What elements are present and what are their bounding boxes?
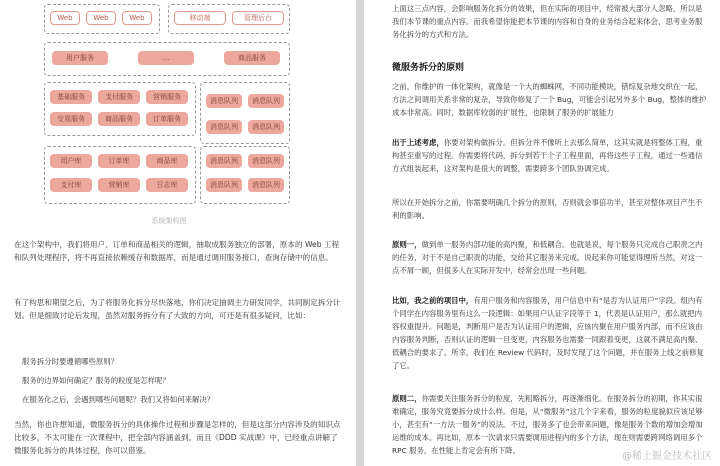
paragraph <box>392 2 708 41</box>
paragraph <box>392 238 708 277</box>
paragraph-text: 有了构思和期望之后，为了将服务化拆分尽快落地，你们决定抽调主力研发同学，共同制定拆分计划。但是细致讨论后发现，虽然对服务拆分有了大致的方向，可还是有很多疑问，比如： <box>14 298 341 320</box>
db-node: 营销库 <box>98 178 140 192</box>
db-node: 订单库 <box>98 154 140 168</box>
db-node: 商品库 <box>146 154 188 168</box>
paragraph <box>14 296 344 322</box>
section-heading: 微服务拆分的原则 <box>392 63 465 73</box>
db-node: 日志库 <box>146 178 188 192</box>
web-node: Web <box>122 11 152 25</box>
watermark: @稀土掘金技术社区 <box>622 451 712 462</box>
paragraph-text: 之前，你维护的一体化架构，就像是一个大的蜘蛛网，不同功能模块，错综复杂地交织在一起，方法之间调用关系非常的复杂，导致你修复了一个 Bug，可能会引起另外多个 Bug，整体的维护成本非常高。同时，数据库较弱的扩展性，也限制了服务的扩展能力 <box>392 82 707 117</box>
architecture-diagram <box>44 4 294 225</box>
product-service-node: 商品服务 <box>224 51 280 65</box>
paragraph-text: 所以在开始拆分之前，你需要明确几个拆分的原则，否则就会事倍功半，甚至对整体项目产生不利的影响。 <box>392 198 703 220</box>
right-page <box>364 0 720 466</box>
mobile-node: 移动端 <box>174 11 226 25</box>
web-node: Web <box>86 11 116 25</box>
paragraph-text: 在这个架构中，我们将用户、订单和商品相关的逻辑，抽取成服务独立的部署，原本的 Web 工程和队列处理程序，将不再直接依赖缓存和数据库，而是通过调用服务接口，查询存储中的信息。 <box>14 240 340 262</box>
service-node: 基础服务 <box>50 90 92 104</box>
service-node: 商品服务 <box>98 112 140 126</box>
bullet-item: 服务拆分时要遵循哪些原则？ <box>22 357 119 366</box>
bullet-item: 服务的边界如何确定？服务的粒度是怎样呢？ <box>22 376 170 385</box>
mq-node: 消息队列 <box>248 120 284 134</box>
bold-lead: 比如，我之前的项目中， <box>392 296 474 305</box>
paragraph-text: 有用户服务和内容服务，用户信息中有“是否为认证用户”字段。组内有个同学在内容服务里有这么一段逻辑：如果用户认证字段等于 1，代表是认证用户，那么就把内容权重提升。问题是，判断用户是否为认证用户的逻辑，应该内聚在用户服务内部，而不应该由内容服务判断，否则认证的逻辑一旦变更，内容服务也需要一同跟着变更，这就不满足高内聚、低耦合的要求了。所幸，我们在 Review 代码时，及时发现了这个问题，并在服务上线之前修复了它。 <box>392 296 704 370</box>
paragraph <box>392 196 708 222</box>
mq-node: 消息队列 <box>206 120 242 134</box>
mq-node: 消息队列 <box>206 94 242 108</box>
bold-lead: 出于上述考虑， <box>392 138 444 147</box>
bold-lead: 原则二， <box>392 394 422 403</box>
mq-group <box>200 82 290 144</box>
mq-node: 消息队列 <box>248 154 284 168</box>
paragraph <box>392 294 708 372</box>
service-node: 订单服务 <box>146 112 188 126</box>
db-node: 用户库 <box>50 154 92 168</box>
service-node: 营销服务 <box>146 90 188 104</box>
admin-node: 管理后台 <box>232 11 284 25</box>
diagram-caption: 系统架构图 <box>151 217 187 225</box>
mq-node: 消息队列 <box>248 94 284 108</box>
paragraph <box>14 238 344 264</box>
mq-node: 消息队列 <box>248 178 284 192</box>
db-node: 支付库 <box>50 178 92 192</box>
paragraph <box>392 80 708 119</box>
bullet-item: 在服务化之后，会遇到哪些问题呢？我们又将如何来解决？ <box>22 395 215 404</box>
paragraph-text: 上面这三点内容，会影响服务化拆分的效果，但在实际的项目中，经常被大部分人忽略，所以是我们本节课的重点内容。而我希望你能把本节课的内容和自身的业务结合起来体会，思考业务服务化拆分的方式和方法。 <box>392 4 703 39</box>
service-node: 交易服务 <box>50 112 92 126</box>
mq-node: 消息队列 <box>206 178 242 192</box>
paragraph-text: 你需要关注服务拆分的粒度，先粗略拆分，再逐渐细化。在服务拆分的初期，你其实很难确定，服务究竟要拆分成什么样。但是，从“微服务”这几个字来看，服务的粒度貌似应该足够小，甚至有“一方法一服务”的说法。不过，服务多了也会带来问题，像是服务个数的增加会增加运维的成本。再比如，原本一次请求只需要调用进程内的多个方法，现在则需要跨网络调用多个 RPC 服务，在性能上肯定会有所下降。 <box>392 394 703 455</box>
order-service-node: … <box>138 51 194 65</box>
mq-node: 消息队列 <box>206 154 242 168</box>
paragraph-text: 你要对架构做拆分。但拆分并不像听上去那么简单，这其实就是将整体工程，重构甚至重写的过程。你需要将代码，拆分到若干个子工程里面，再将这些子工程，通过一些通信方式组装起来，这对架构是很大的调整，需要跨多个团队协调完成。 <box>392 138 703 173</box>
service-node: 支付服务 <box>98 90 140 104</box>
paragraph-text: 当然，你也许想知道，微服务拆分的具体操作过程和步骤是怎样的，但是这部分内容涉及的知识点比较多，不太可能在一次课程中，把全部内容涵盖到。而且《DDD 实战课》中，已经重点讲解了微服务化拆分的具体过程，你可以借鉴。 <box>14 420 341 455</box>
user-service-node: 用户服务 <box>52 51 108 65</box>
paragraph <box>14 418 344 457</box>
page-gutter <box>356 0 364 466</box>
web-node: Web <box>50 11 80 25</box>
paragraph <box>392 136 708 175</box>
left-page <box>0 0 356 466</box>
paragraph-text: 做到单一服务内部功能的高内聚，和低耦合。也就是说，每个服务只完成自己职责之内的任务，对于不是自己职责的功能，交给其它服务来完成。说起来你可能觉得理所当然，对这一点不屑一顾，但很多人在实际开发中，经常会出现一些问题。 <box>392 240 703 275</box>
bold-lead: 原则一， <box>392 240 422 249</box>
